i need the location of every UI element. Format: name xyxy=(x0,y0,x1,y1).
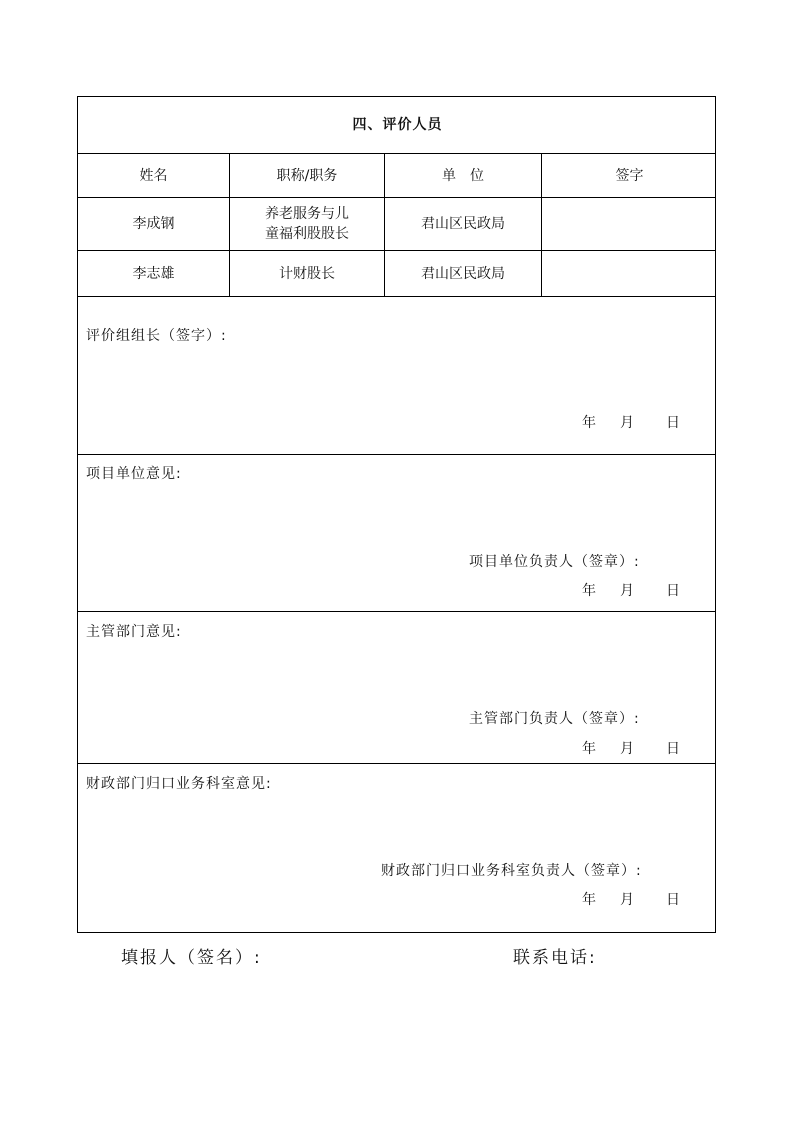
finance-signer-label: 财政部门归口业务科室负责人（签章）: xyxy=(381,863,642,879)
staff-name: 李志雄 xyxy=(132,265,175,282)
header-title: 职称/职务 xyxy=(276,167,338,184)
date-line: 年 月 日 xyxy=(582,741,680,757)
project-signer-label: 项目单位负责人（签章）: xyxy=(469,554,640,570)
date-line: 年 月 日 xyxy=(582,583,680,599)
staff-title-line: 养老服务与儿 xyxy=(265,206,349,222)
signature-field[interactable] xyxy=(542,198,717,250)
signature-field[interactable] xyxy=(542,251,717,296)
divider xyxy=(78,454,715,455)
staff-unit: 君山区民政局 xyxy=(421,216,505,232)
date-line: 年 月 日 xyxy=(582,892,680,908)
evaluation-form xyxy=(77,96,716,933)
section-title: 四、评价人员 xyxy=(352,117,443,133)
filler-signature-label: 填报人（签名）: xyxy=(121,948,262,968)
divider xyxy=(78,296,715,297)
leader-signature-label: 评价组组长（签字）: xyxy=(86,328,227,344)
supervisor-signer-label: 主管部门负责人（签章）: xyxy=(469,711,640,727)
supervisor-opinion-label: 主管部门意见: xyxy=(86,624,182,640)
header-name: 姓名 xyxy=(139,167,168,184)
staff-name: 李成钢 xyxy=(132,216,175,232)
staff-title-line: 童福利股股长 xyxy=(265,226,349,242)
staff-unit: 君山区民政局 xyxy=(421,265,505,282)
header-signature: 签字 xyxy=(615,167,644,184)
header-unit: 单 位 xyxy=(442,167,484,184)
divider xyxy=(78,763,715,764)
project-opinion-label: 项目单位意见: xyxy=(86,466,182,482)
divider xyxy=(78,611,715,612)
staff-title xyxy=(230,198,384,250)
staff-title: 计财股长 xyxy=(279,265,335,282)
date-line: 年 月 日 xyxy=(582,415,680,431)
finance-opinion-label: 财政部门归口业务科室意见: xyxy=(86,776,272,792)
contact-phone-label: 联系电话: xyxy=(513,948,597,968)
